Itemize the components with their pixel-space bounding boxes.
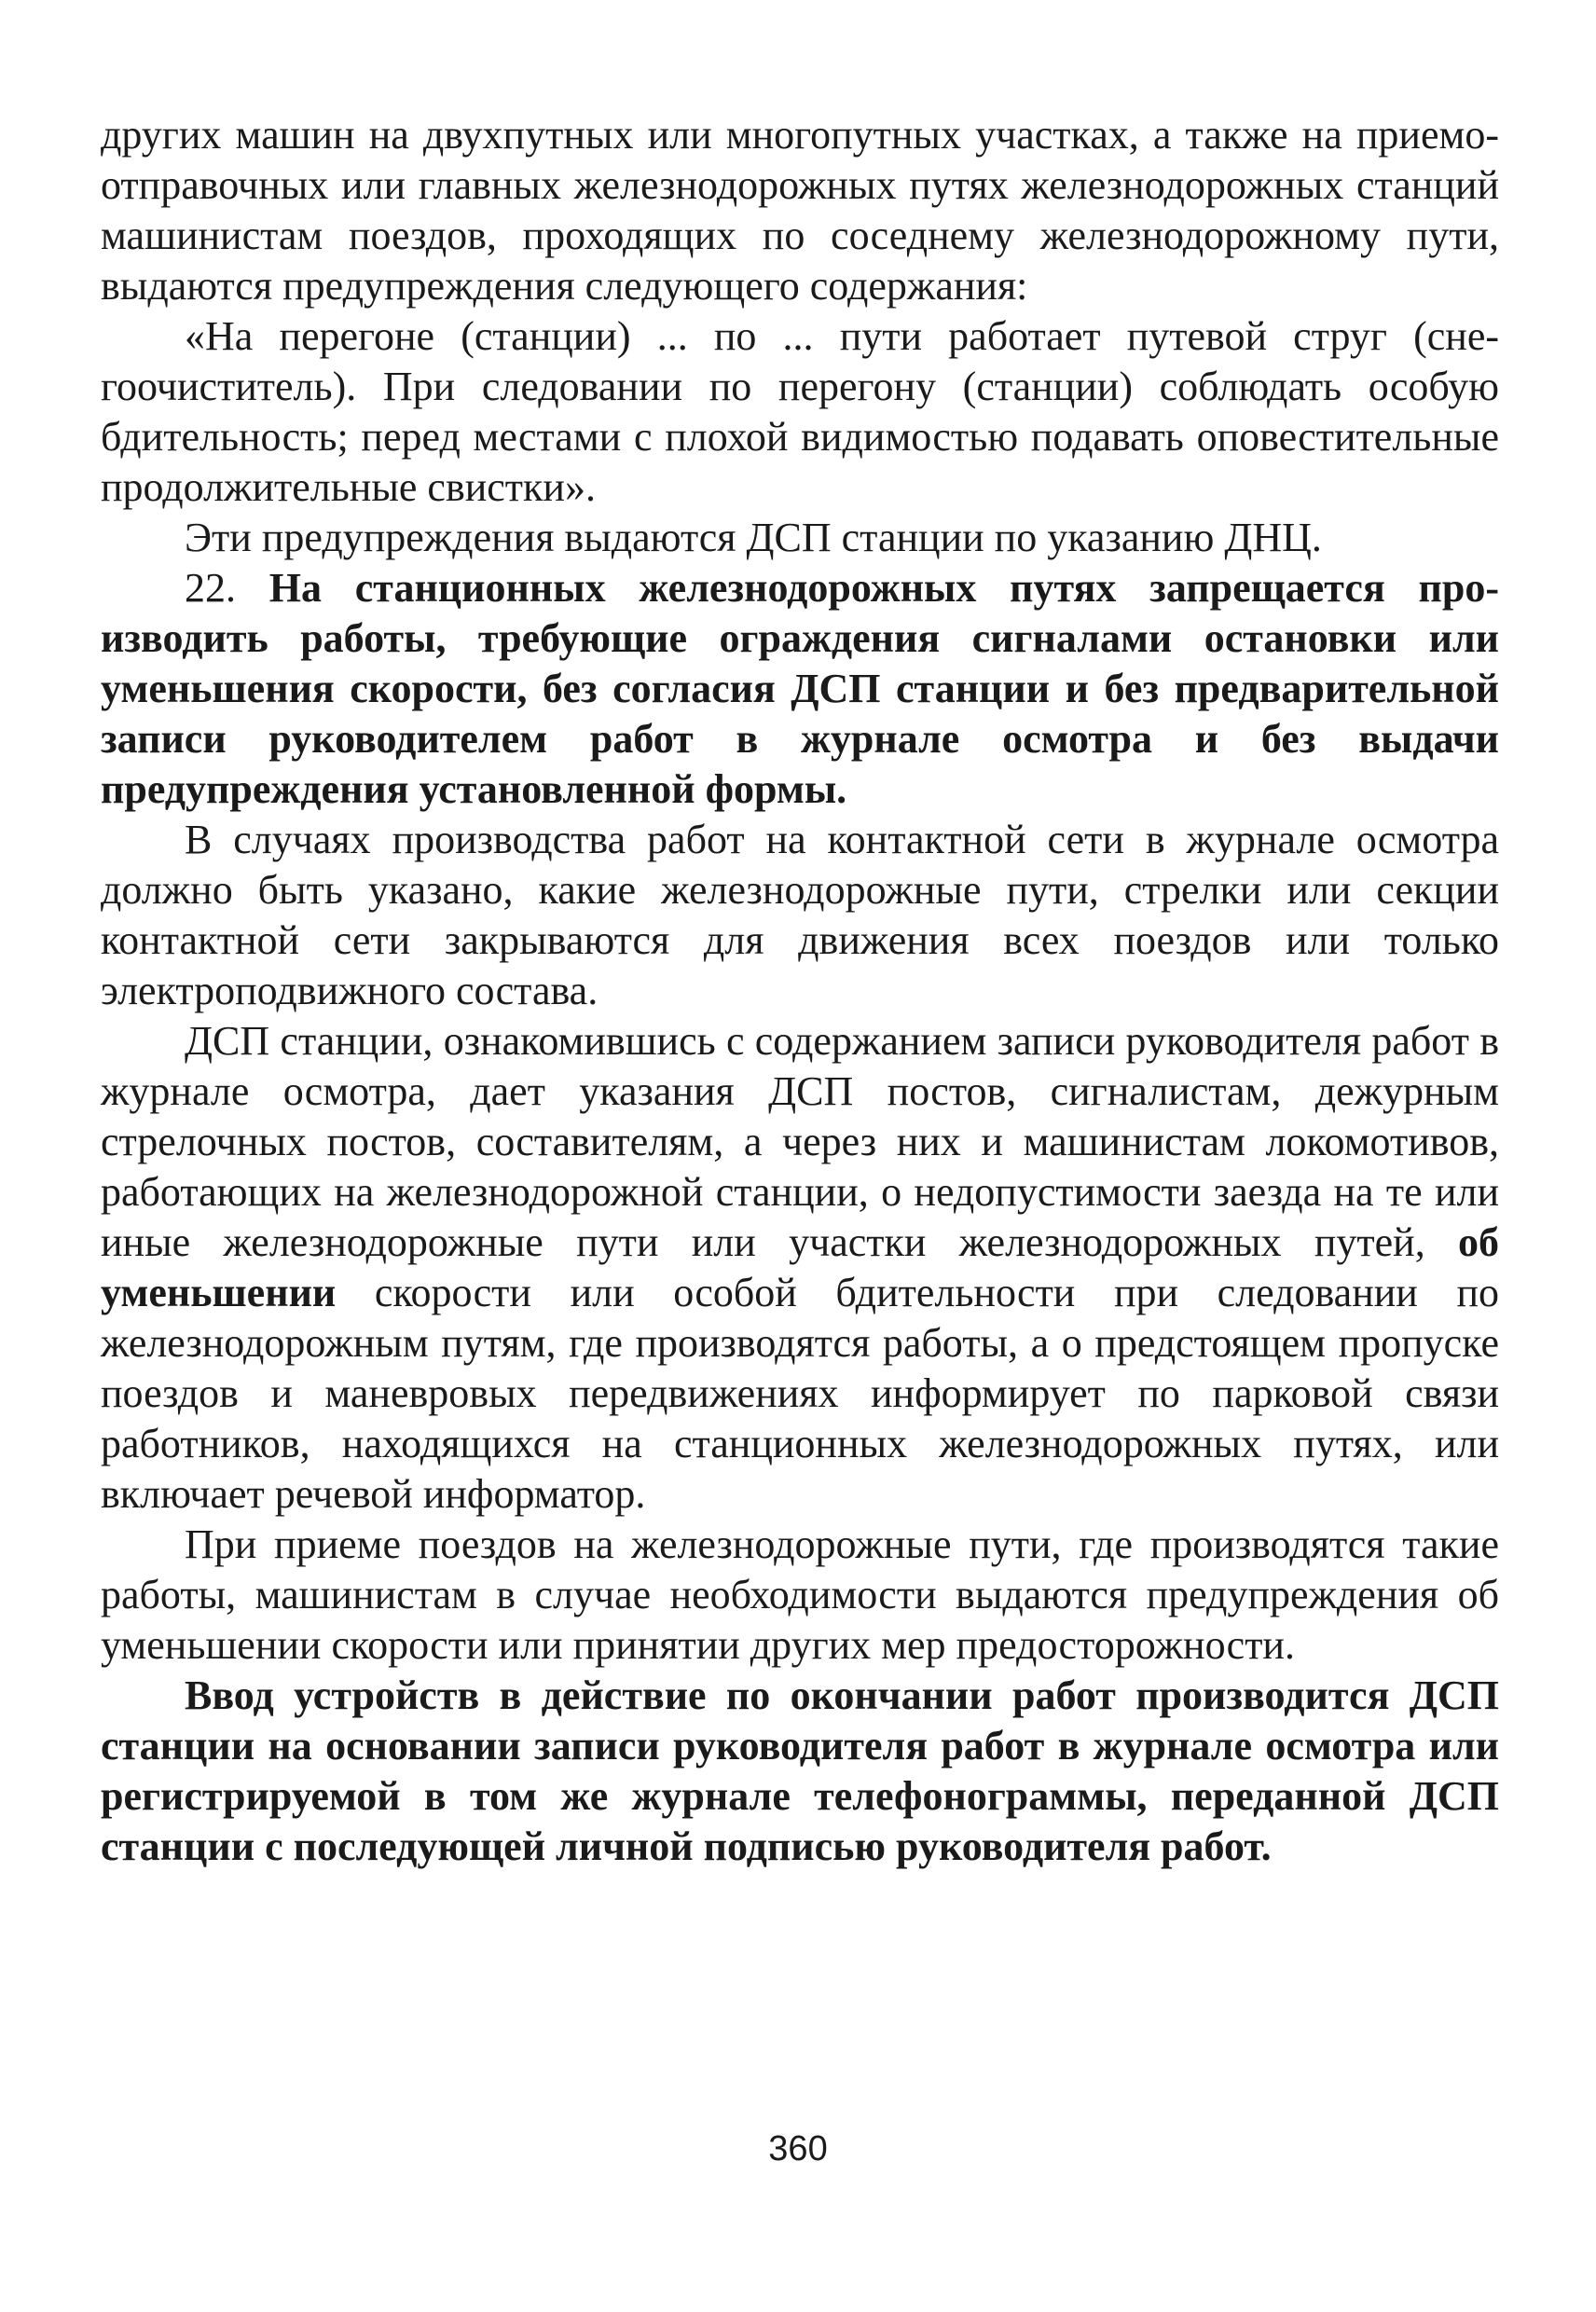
page-body — [101, 110, 1499, 1872]
clause-22-bold-text: На станционных железнодорожных путях запрещается производить работы, требующие ограждения сигналами остановки или уменьшения скорости, без согласия ДСП станции и без предварительной записи руководителем работ в журнале осмотра и без выдачи предупреждения установленной формы. — [101, 565, 1500, 812]
clause-number: 22. — [185, 565, 269, 611]
paragraph-6-start: ДСП станции, ознакомившись с содержанием записи руководителя работ в журнале осмотра, дает указания ДСП постов, сигналистам, дежурным стрелочных постов, составителям, а через них и машинистам локомотивов, работающих на железнодорожной станции, о недопустимости заезда на те или иные железнодорожные пути или участки железнодорожных путей, — [101, 1018, 1499, 1265]
paragraph-7: При приеме поездов на железнодорожные пути, где производятся такие работы, машинистам в случае необходимости выдаются предупреждения об уменьшении скорости или принятии других мер предосторожности. — [101, 1521, 1499, 1668]
paragraph-3: Эти предупреждения выдаются ДСП станции по указанию ДНЦ. — [185, 515, 1322, 560]
paragraph-5: В случаях производства работ на контактной сети в журнале осмотра должно быть указано, какие железнодорожные пути, стрелки или секции контактной сети закрываются для движения всех поездов или только электроподвижного состава. — [101, 817, 1499, 1013]
paragraph-8-bold: Ввод устройств в действие по окончании работ производится ДСП станции на основании записи руководителя работ в журнале осмотра или регистрируемой в том же журнале телефонограммы, переданной ДСП станции с последующей личной подписью руководителя работ. — [101, 1672, 1499, 1869]
page-number: 360 — [768, 2129, 828, 2168]
paragraph-6 — [101, 1016, 1499, 1520]
paragraph-1: других машин на двухпутных или многопутных участках, а также на приемо-отправочных или главных железнодорожных путях железнодорожных станций машинистам поездов, проходящих по соседнему железнодорожному пути, выдаются предупреждения следующего содержания: — [101, 112, 1499, 309]
paragraph-6-bold-phrase: об уменьшении — [101, 1219, 1499, 1315]
paragraph-6-end: скорости или особой бдительности при следовании по железнодорожным путям, где производятся работы, а о предстоящем пропуске поездов и маневровых передвижениях информирует по парковой связи работников, находящихся на станционных железнодорожных путях, или включает речевой информатор. — [101, 1270, 1499, 1517]
paragraph-22 — [101, 563, 1499, 815]
paragraph-2-quote: «На перегоне (станции) ... по ... пути работает путевой струг (снегоочиститель). При следовании по перегону (станции) соблюдать особую бдительность; перед местами с плохой видимостью подавать оповестительные продолжительные свистки». — [101, 313, 1499, 510]
